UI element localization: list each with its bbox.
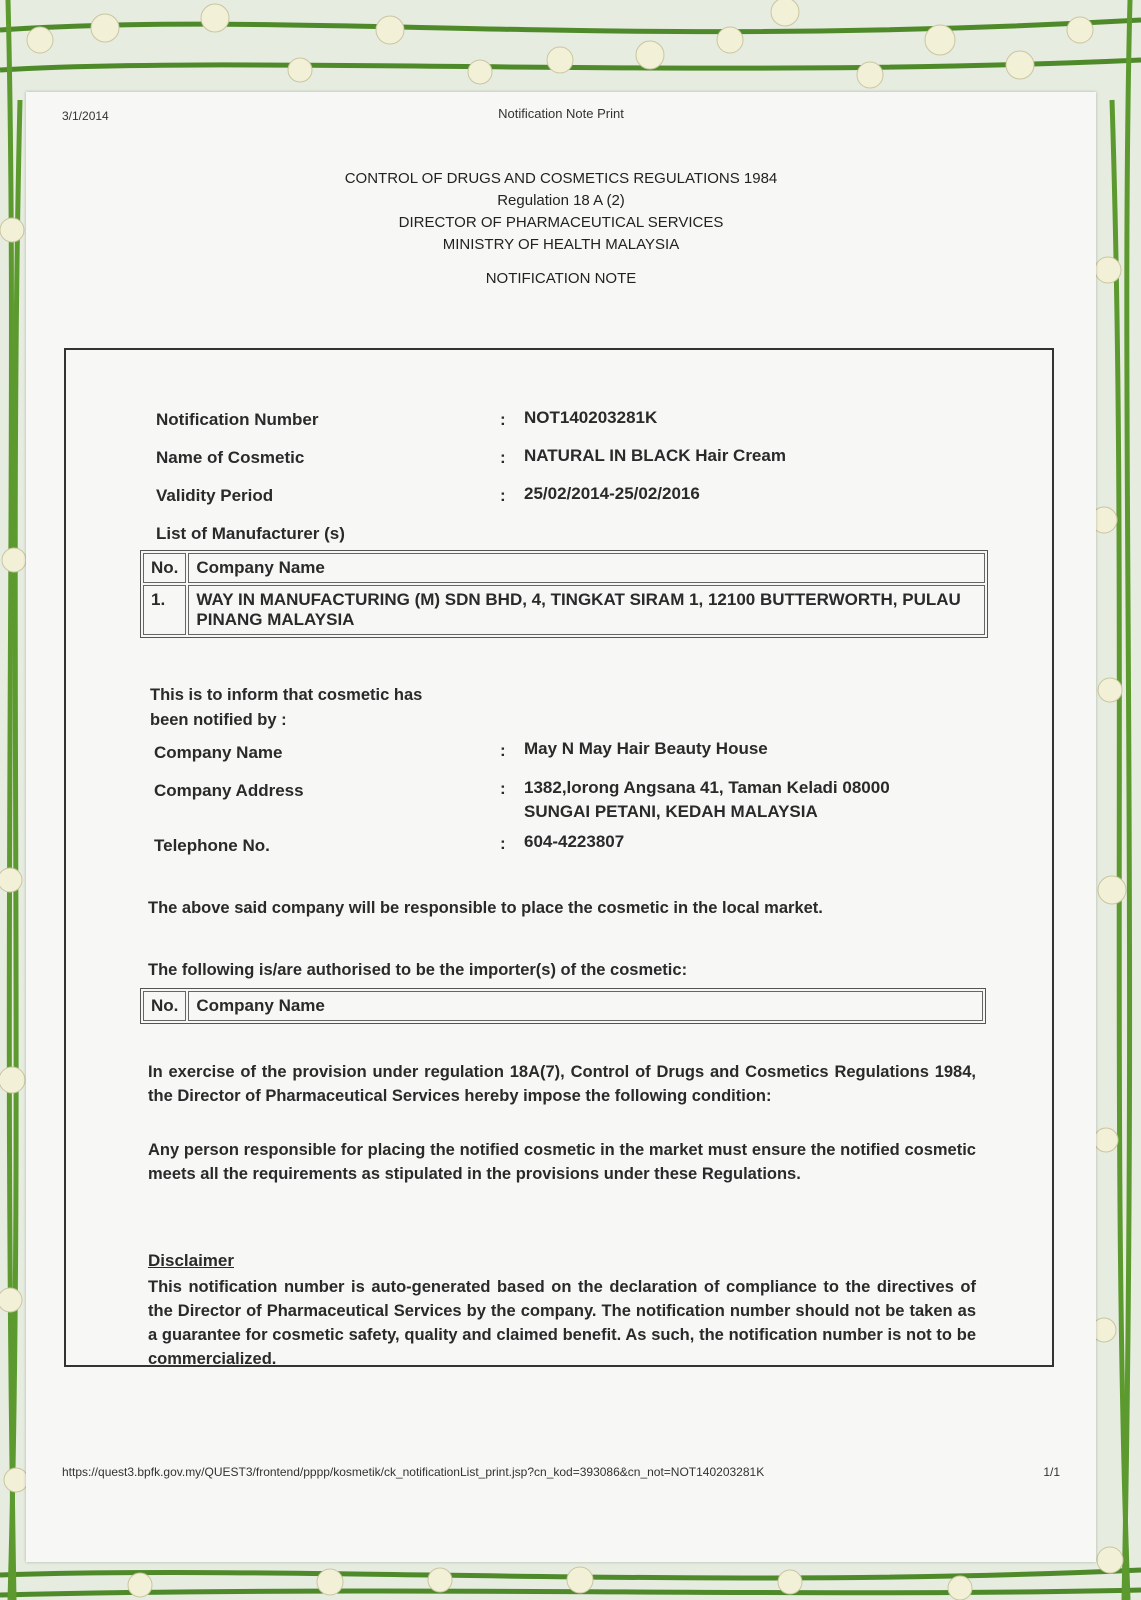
notifier-intro	[150, 683, 422, 733]
table-row	[143, 585, 985, 635]
company-name-value: May N May Hair Beauty House	[524, 739, 768, 758]
telephone-value: 604-4223807	[524, 832, 625, 851]
print-date: 3/1/2014	[62, 109, 109, 123]
colon: :	[500, 486, 506, 505]
address-line2: SUNGAI PETANI, KEDAH MALAYSIA	[524, 802, 818, 821]
notification-number-value: NOT140203281K	[524, 408, 658, 427]
manufacturer-company: WAY IN MANUFACTURING (M) SDN BHD, 4, TINGKAT SIRAM 1, 12100 BUTTERWORTH, PULAU PINANG MALAYSIA	[188, 585, 985, 635]
table-header-row	[143, 991, 983, 1021]
table-header-row	[143, 553, 985, 583]
footer-url: https://quest3.bpfk.gov.my/QUEST3/frontend/pppp/kosmetik/ck_notificationList_print.jsp?cn_kod=393086&cn_not=NOT140203281K	[62, 1465, 765, 1479]
colon: :	[500, 741, 506, 760]
validity-label: Validity Period	[156, 486, 274, 505]
company-address-value	[524, 776, 890, 824]
column-header-company: Company Name	[188, 991, 983, 1021]
right-stems	[1112, 0, 1130, 1600]
print-title: Notification Note Print	[498, 106, 624, 121]
condition-statement: In exercise of the provision under regulation 18A(7), Control of Drugs and Cosmetics Regulations 1984, the Director of Pharmaceutical Services hereby impose the following condition:	[148, 1063, 976, 1105]
importer-table	[140, 988, 986, 1024]
requirement-statement: Any person responsible for placing the notified cosmetic in the market must ensure the notified cosmetic meets all the requirements as stipulated in the provisions under these Regulations.	[148, 1141, 976, 1183]
notification-note-sheet	[26, 92, 1096, 1562]
colon: :	[500, 448, 506, 467]
importer-statement: The following is/are authorised to be the importer(s) of the cosmetic:	[148, 961, 688, 979]
telephone-label: Telephone No.	[154, 836, 270, 855]
company-name-label: Company Name	[154, 743, 283, 762]
footer-page-number: 1/1	[1043, 1465, 1060, 1479]
header-director: DIRECTOR OF PHARMACEUTICAL SERVICES	[398, 214, 724, 231]
responsibility-statement: The above said company will be responsible to place the cosmetic in the local market.	[148, 899, 823, 917]
cosmetic-name-value: NATURAL IN BLACK Hair Cream	[524, 446, 786, 465]
company-address-label: Company Address	[154, 781, 304, 800]
manufacturer-no: 1.	[143, 585, 186, 635]
colon: :	[500, 834, 506, 853]
address-line1: 1382,lorong Angsana 41, Taman Keladi 08000	[524, 778, 890, 797]
header-regulation-act: CONTROL OF DRUGS AND COSMETICS REGULATIONS 1984	[344, 170, 778, 187]
document-header	[26, 168, 1096, 256]
disclaimer-text: This notification number is auto-generated based on the declaration of compliance to the directives of the Director of Pharmaceutical Services by the company. The notification number should not be taken as a guarantee for cosmetic safety, quality and claimed benefit. As such, the notification number is not to be commercialized.	[148, 1278, 976, 1368]
manufacturer-table	[140, 550, 988, 638]
colon: :	[500, 410, 506, 429]
header-ministry: MINISTRY OF HEALTH MALAYSIA	[442, 236, 680, 253]
column-header-no: No.	[143, 553, 186, 583]
validity-value: 25/02/2014-25/02/2016	[524, 484, 700, 503]
notification-frame	[64, 348, 1054, 1367]
manufacturer-list-label: List of Manufacturer (s)	[156, 524, 345, 543]
notifier-intro-line2: been notified by :	[150, 711, 287, 729]
notification-number-label: Notification Number	[156, 410, 319, 429]
note-title: NOTIFICATION NOTE	[485, 270, 637, 287]
column-header-company: Company Name	[188, 553, 985, 583]
notifier-intro-line1: This is to inform that cosmetic has	[150, 686, 423, 704]
disclaimer-heading: Disclaimer	[148, 1251, 234, 1270]
colon: :	[500, 779, 506, 798]
column-header-no: No.	[143, 991, 186, 1021]
header-regulation-number: Regulation 18 A (2)	[497, 192, 625, 209]
cosmetic-name-label: Name of Cosmetic	[156, 448, 305, 467]
